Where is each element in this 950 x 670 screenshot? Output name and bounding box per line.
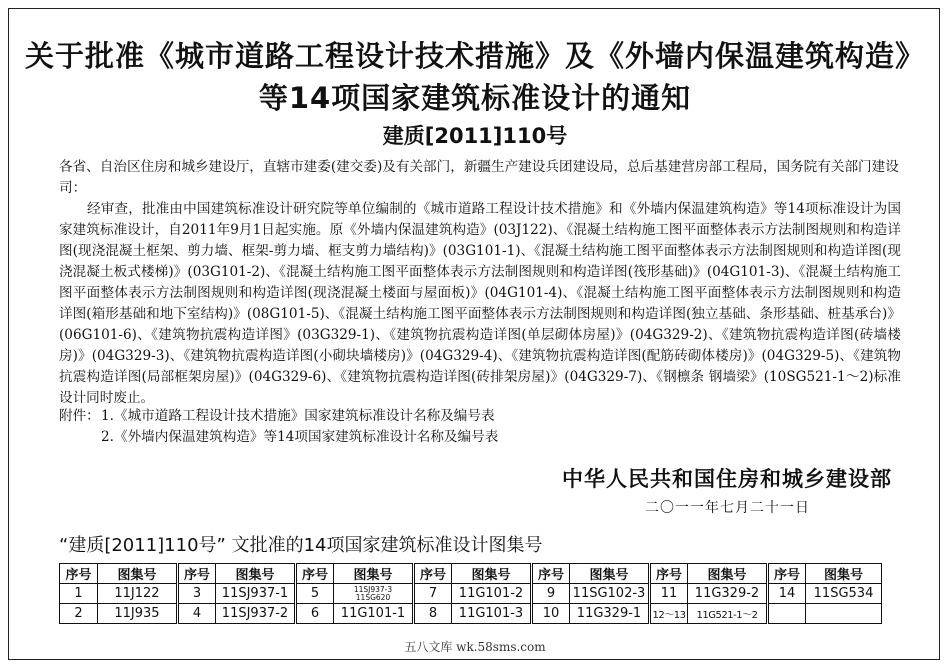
cell-seq: 6 — [296, 604, 334, 624]
atlas-number-table — [59, 563, 882, 624]
cell-seq: 7 — [414, 584, 452, 604]
cell-seq: 8 — [414, 604, 452, 624]
cell-atlas-no: 11G101-2 — [452, 584, 532, 604]
attachments-label: 附件： — [59, 408, 100, 424]
cell-atlas-no: 11SJ937-2 — [216, 604, 296, 624]
header-atlas-no: 图集号 — [570, 564, 650, 584]
cell-atlas-no: 11SG534 — [806, 584, 882, 604]
header-seq: 序号 — [178, 564, 216, 584]
table-row — [60, 584, 882, 604]
cell-atlas-no: 11SG102-3 — [570, 584, 650, 604]
table-row — [60, 604, 882, 624]
cell-seq — [768, 604, 806, 624]
attachment-item-2: 2.《外墙内保温建筑构造》等14项国家建筑标准设计名称及编号表 — [101, 429, 499, 445]
cell-atlas-no: 11G329-1 — [570, 604, 650, 624]
cell-atlas-no: 11G521-1～2 — [688, 604, 768, 624]
cell-seq: 3 — [178, 584, 216, 604]
header-seq: 序号 — [650, 564, 688, 584]
cell-atlas-no: 11SJ937-1 — [216, 584, 296, 604]
cell-seq: 4 — [178, 604, 216, 624]
issue-date: 二〇一一年七月二十一日 — [645, 500, 810, 516]
notice-title-line-1: 关于批准《城市道路工程设计技术措施》及《外墙内保温建筑构造》 — [24, 39, 925, 73]
document-number: 建质[2011]110号 — [382, 124, 568, 148]
cell-atlas-no: 11J935 — [98, 604, 178, 624]
header-atlas-no: 图集号 — [452, 564, 532, 584]
cell-seq: 2 — [60, 604, 98, 624]
table-caption: “建质[2011]110号” 文批准的14项国家建筑标准设计图集号 — [59, 535, 543, 556]
cell-atlas-no — [806, 604, 882, 624]
cell-seq: 5 — [296, 584, 334, 604]
cell-atlas-no: 11G329-2 — [688, 584, 768, 604]
cell-seq: 9 — [532, 584, 570, 604]
attachment-item-1: 1.《城市道路工程设计技术措施》国家建筑标准设计名称及编号表 — [101, 408, 495, 424]
header-atlas-no: 图集号 — [216, 564, 296, 584]
cell-seq: 10 — [532, 604, 570, 624]
addressees-paragraph: 各省、自治区住房和城乡建设厅，直辖市建委(建交委)及有关部门，新疆生产建设兵团建设局，总后基建营房部工程局，国务院有关部门建设司： — [59, 159, 899, 196]
footer-watermark: 五八文库 wk.58sms.com — [404, 640, 546, 654]
header-atlas-no: 图集号 — [688, 564, 768, 584]
header-seq: 序号 — [60, 564, 98, 584]
cell-seq: 11 — [650, 584, 688, 604]
header-seq: 序号 — [768, 564, 806, 584]
header-atlas-no: 图集号 — [334, 564, 414, 584]
cell-atlas-no: 11G101-3 — [452, 604, 532, 624]
header-seq: 序号 — [296, 564, 334, 584]
cell-seq: 12～13 — [650, 604, 688, 624]
cell-atlas-no: 11SJ937-3 11SG620 — [334, 584, 414, 604]
header-atlas-no: 图集号 — [98, 564, 178, 584]
header-seq: 序号 — [532, 564, 570, 584]
table-header-row — [60, 564, 882, 584]
issuing-authority: 中华人民共和国住房和城乡建设部 — [562, 467, 892, 491]
cell-seq: 1 — [60, 584, 98, 604]
notice-title-line-2: 等14项国家建筑标准设计的通知 — [258, 81, 692, 115]
cell-atlas-no: 11G101-1 — [334, 604, 414, 624]
header-seq: 序号 — [414, 564, 452, 584]
cell-seq: 14 — [768, 584, 806, 604]
header-atlas-no: 图集号 — [806, 564, 882, 584]
cell-atlas-no: 11J122 — [98, 584, 178, 604]
main-paragraph: 经审查，批准由中国建筑标准设计研究院等单位编制的《城市道路工程设计技术措施》和《外墙内保温建筑构造》等14项标准设计为国家建筑标准设计，自2011年9月1日起实施。原《外墙内保温建筑构造》(03J122)、《混凝土结构施工图平面整体表示方法制图规则和构造详图(现浇混凝土框架、剪力墙、框架-剪力墙、框支剪力墙结构)》(03G101-1)、《混凝土结构施工图平面整体表示方法制图规则和构造详图(现浇混凝土板式楼梯)》(03G101-2)、《混凝土结构施工图平面整体表示方法制图规则和构造详图(筏形基础)》(04G101-3)、《混凝土结构施工图平面整体表示方法制图规则和构造详图(现浇混凝土楼面与屋面板)》(04G101-4)、《混凝土结构施工图平面整体表示方法制图规则和构造详图(箱形基础和地下室结构)》(08G101-5)、《混凝土结构施工图平面整体表示方法制图规则和构造详图(独立基础、条形基础、桩基承台)》(06G101-6)、《建筑物抗震构造详图》(03G329-1)、《建筑物抗震构造详图(单层砌体房屋)》(04G329-2)、《建筑物抗震构造详图(砖墙楼房)》(04G329-3)、《建筑物抗震构造详图(小砌块墙楼房)》(04G329-4)、《建筑物抗震构造详图(配筋砖砌体楼房)》(04G329-5)、《建筑物抗震构造详图(局部框架房屋)》(04G329-6)、《建筑物抗震构造详图(砖排架房屋)》(04G329-7)、《钢檩条 钢墙梁》(10SG521-1～2)标准设计同时废止。 — [59, 201, 901, 406]
